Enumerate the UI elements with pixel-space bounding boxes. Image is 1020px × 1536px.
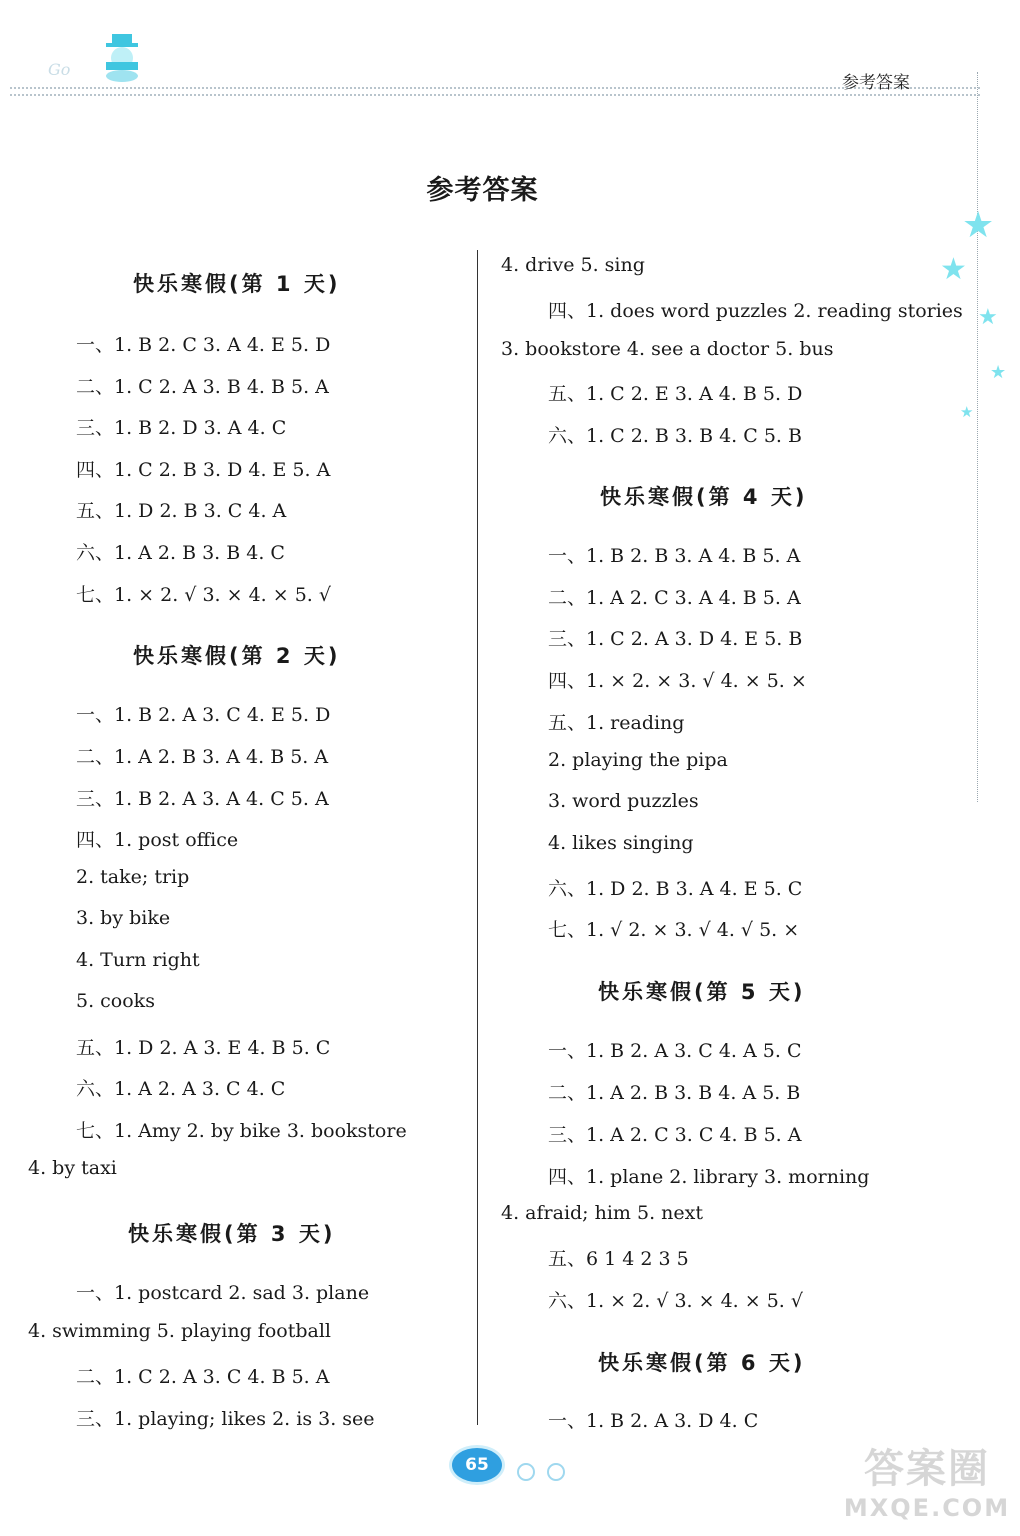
section-heading: 快乐寒假(第 4 天)	[600, 485, 808, 509]
answer-line: 五、1. reading	[548, 712, 685, 734]
answer-line: 五、1. D 2. B 3. C 4. A	[76, 500, 287, 522]
answer-line: 一、1. B 2. A 3. D 4. C	[548, 1410, 759, 1432]
footer-circle-decoration	[547, 1463, 565, 1481]
answer-line: 四、1. plane 2. library 3. morning	[548, 1166, 870, 1188]
answer-line: 4. likes singing	[548, 832, 694, 854]
answer-line: 4. afraid; him 5. next	[501, 1202, 703, 1224]
answer-line: 3. bookstore 4. see a doctor 5. bus	[501, 338, 834, 360]
answer-line: 六、1. A 2. B 3. B 4. C	[76, 542, 285, 564]
answer-line: 七、1. × 2. √ 3. × 4. × 5. √	[76, 584, 331, 606]
answer-line: 3. by bike	[76, 907, 171, 929]
column-divider	[477, 250, 478, 1425]
page-number: 65	[452, 1448, 502, 1482]
section-heading: 快乐寒假(第 1 天)	[133, 272, 341, 296]
answer-line: 六、1. C 2. B 3. B 4. C 5. B	[548, 425, 802, 447]
watermark	[842, 1445, 1012, 1530]
answer-line: 一、1. B 2. B 3. A 4. B 5. A	[548, 545, 801, 567]
answer-line: 4. by taxi	[28, 1157, 117, 1179]
answer-line: 一、1. postcard 2. sad 3. plane	[76, 1282, 370, 1304]
answer-line: 二、1. C 2. A 3. B 4. B 5. A	[76, 376, 329, 398]
answer-line: 二、1. C 2. A 3. C 4. B 5. A	[76, 1366, 330, 1388]
answer-line: 4. swimming 5. playing football	[28, 1320, 331, 1342]
section-heading: 快乐寒假(第 2 天)	[133, 644, 341, 668]
star-icon: ★	[940, 252, 967, 287]
answer-line: 四、1. does word puzzles 2. reading stories	[548, 300, 963, 322]
answer-line: 一、1. B 2. A 3. C 4. E 5. D	[76, 704, 331, 726]
star-icon: ★	[962, 205, 995, 246]
answer-line: 3. word puzzles	[548, 790, 699, 812]
answer-line: 六、1. A 2. A 3. C 4. C	[76, 1078, 286, 1100]
answer-line: 4. drive 5. sing	[501, 254, 645, 276]
answer-line: 七、1. √ 2. × 3. √ 4. √ 5. ×	[548, 919, 800, 941]
header-rule	[10, 87, 980, 89]
answer-line: 六、1. × 2. √ 3. × 4. × 5. √	[548, 1290, 803, 1312]
answer-line: 4. Turn right	[76, 949, 200, 971]
section-heading: 快乐寒假(第 6 天)	[598, 1351, 806, 1375]
answer-line: 五、1. D 2. A 3. E 4. B 5. C	[76, 1037, 331, 1059]
page-title: 参考答案	[426, 175, 539, 206]
star-icon: ★	[960, 403, 974, 421]
answer-line: 六、1. D 2. B 3. A 4. E 5. C	[548, 878, 803, 900]
answer-line: 一、1. B 2. A 3. C 4. A 5. C	[548, 1040, 802, 1062]
answer-line: 2. take; trip	[76, 866, 190, 888]
answer-line: 五、6 1 4 2 3 5	[548, 1248, 689, 1270]
header-deco-text: Go	[48, 60, 71, 79]
star-icon: ★	[978, 305, 998, 330]
section-heading: 快乐寒假(第 5 天)	[598, 980, 806, 1004]
answer-line: 三、1. B 2. A 3. A 4. C 5. A	[76, 788, 329, 810]
answer-line: 二、1. A 2. B 3. B 4. A 5. B	[548, 1082, 801, 1104]
answer-line: 四、1. C 2. B 3. D 4. E 5. A	[76, 459, 331, 481]
footer-circle-decoration	[517, 1463, 535, 1481]
answer-line: 三、1. playing; likes 2. is 3. see	[76, 1408, 375, 1430]
star-icon: ★	[990, 362, 1007, 383]
answer-line: 五、1. C 2. E 3. A 4. B 5. D	[548, 383, 803, 405]
answer-line: 三、1. C 2. A 3. D 4. E 5. B	[548, 628, 803, 650]
section-heading: 快乐寒假(第 3 天)	[128, 1222, 336, 1246]
answer-line: 三、1. B 2. D 3. A 4. C	[76, 417, 287, 439]
answer-line: 三、1. A 2. C 3. C 4. B 5. A	[548, 1124, 802, 1146]
answer-line: 七、1. Amy 2. by bike 3. bookstore	[76, 1120, 407, 1142]
watermark-url: MXQE.COM	[843, 1494, 1011, 1522]
answer-line: 四、1. × 2. × 3. √ 4. × 5. ×	[548, 670, 807, 692]
answer-line: 一、1. B 2. C 3. A 4. E 5. D	[76, 334, 331, 356]
answer-line: 2. playing the pipa	[548, 749, 728, 771]
right-margin-rule	[977, 72, 978, 802]
snowman-icon	[92, 32, 152, 82]
watermark-logo: 答案圈	[864, 1446, 990, 1492]
answer-line: 二、1. A 2. B 3. A 4. B 5. A	[76, 746, 329, 768]
header-rule	[10, 94, 980, 96]
answer-line: 二、1. A 2. C 3. A 4. B 5. A	[548, 587, 801, 609]
answer-line: 四、1. post office	[76, 829, 239, 851]
header-title: 参考答案	[842, 73, 910, 93]
answer-line: 5. cooks	[76, 990, 155, 1012]
